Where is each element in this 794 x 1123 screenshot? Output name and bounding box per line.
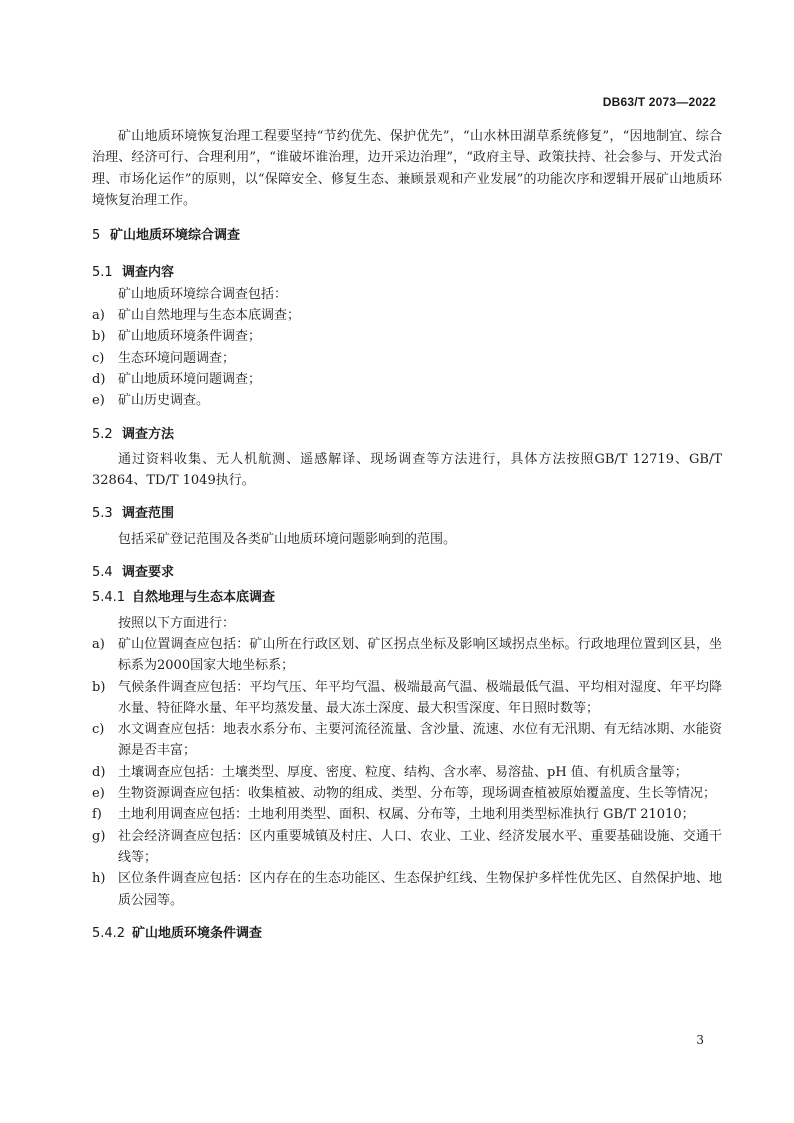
- section-title: 矿山地质环境综合调查: [110, 228, 241, 244]
- document-body: [92, 126, 722, 944]
- section-number: 5.4: [92, 565, 113, 581]
- list-item: [92, 762, 722, 783]
- list-item: [92, 804, 722, 825]
- section-number: 5: [92, 228, 101, 244]
- list-item: [92, 719, 722, 762]
- list-item: [92, 390, 722, 411]
- section-5-4-1-lead: 按照以下方面进行：: [118, 615, 236, 631]
- section-5-heading: [92, 225, 722, 246]
- list-text: 生物资源调查应包括：收集植被、动物的组成、类型、分布等，现场调查植被原始覆盖度、生长等情况；: [118, 786, 717, 802]
- section-5-4-1-heading: [92, 587, 722, 608]
- list-item: [92, 369, 722, 390]
- section-title: 自然地理与生态本底调查: [132, 590, 276, 606]
- page-number: 3: [696, 1033, 704, 1047]
- section-title: 调查范围: [122, 506, 175, 522]
- section-number: 5.3: [92, 506, 113, 522]
- list-marker: e): [92, 393, 105, 409]
- list-item: [92, 783, 722, 804]
- list-marker: c): [92, 722, 105, 738]
- intro-paragraph: 矿山地质环境恢复治理工程要坚持“节约优先、保护优先”，“山水林田湖草系统修复”，“因地制宜、综合治理、经济可行、合理利用”，“谁破坏谁治理，边开采边治理”，“政府主导、政策扶持、社会参与、开发式治理、市场化运作”的原则，以“保障安全、修复生态、兼顾景观和产业发展”的功能次序和逻辑开展矿山地质环境恢复治理工作。: [92, 129, 722, 208]
- list-text: 社会经济调查应包括：区内重要城镇及村庄、人口、农业、工业、经济发展水平、重要基础设施、交通干线等；: [118, 828, 722, 865]
- list-item: [92, 677, 722, 720]
- section-5-2-heading: [92, 424, 722, 445]
- section-number: 5.1: [92, 265, 113, 281]
- standard-code: DB63/T 2073—2022: [602, 95, 716, 109]
- section-number: 5.4.2: [92, 925, 126, 941]
- list-text: 气候条件调查应包括：平均气压、年平均气温、极端最高气温、极端最低气温、平均相对湿度、年平均降水量、特征降水量、年平均蒸发量、最大冻土深度、最大积雪深度、年日照时数等；: [118, 679, 722, 716]
- section-number: 5.2: [92, 426, 113, 442]
- list-text: 区位条件调查应包括：区内存在的生态功能区、生态保护红线、生物保护多样性优先区、自然保护地、地质公园等。: [118, 871, 722, 908]
- section-5-4-2-heading: [92, 923, 722, 944]
- section-5-1-lead: 矿山地质环境综合调查包括：: [118, 286, 288, 302]
- section-title: 调查内容: [122, 265, 175, 281]
- section-5-2-text: 通过资料收集、无人机航测、遥感解译、现场调查等方法进行，具体方法按照GB/T 12719、GB/T 32864、TD/T 1049执行。: [92, 451, 722, 489]
- list-marker: d): [92, 764, 106, 780]
- section-5-3-text: 包括采矿登记范围及各类矿山地质环境问题影响到的范围。: [118, 531, 457, 547]
- list-marker: e): [92, 786, 105, 802]
- list-text: 矿山历史调查。: [118, 393, 210, 409]
- section-5-1-heading: [92, 262, 722, 283]
- list-text: 矿山地质环境条件调查；: [118, 329, 262, 345]
- section-5-4-1-list: [92, 634, 722, 911]
- list-text: 矿山地质环境问题调查；: [118, 371, 262, 387]
- list-marker: b): [92, 679, 106, 695]
- list-text: 生态环境问题调查；: [118, 350, 236, 366]
- section-title: 矿山地质环境条件调查: [132, 925, 263, 941]
- list-text: 土地利用调查应包括：土地利用类型、面积、权属、分布等，土地利用类型标准执行 GB/T 21010；: [118, 807, 695, 823]
- list-marker: c): [92, 350, 105, 366]
- list-marker: a): [92, 308, 105, 324]
- list-item: [92, 868, 722, 911]
- list-text: 土壤调查应包括：土壤类型、厚度、密度、粒度、结构、含水率、易溶盐、pH 值、有机质含量等；: [118, 764, 688, 780]
- list-item: [92, 348, 722, 369]
- section-5-3-heading: [92, 503, 722, 524]
- list-marker: g): [92, 828, 106, 844]
- list-item: [92, 326, 722, 347]
- section-title: 调查要求: [122, 565, 175, 581]
- section-5-1-list: [92, 305, 722, 411]
- section-number: 5.4.1: [92, 590, 126, 606]
- list-item: [92, 634, 722, 677]
- list-text: 水文调查应包括：地表水系分布、主要河流径流量、含沙量、流速、水位有无汛期、有无结冰期、水能资源是否丰富；: [118, 722, 722, 759]
- list-marker: f): [92, 807, 102, 823]
- list-marker: b): [92, 329, 106, 345]
- list-item: [92, 826, 722, 869]
- section-title: 调查方法: [122, 426, 175, 442]
- section-5-4-heading: [92, 562, 722, 583]
- list-marker: h): [92, 871, 106, 887]
- list-marker: a): [92, 636, 105, 652]
- list-text: 矿山自然地理与生态本底调查；: [118, 308, 301, 324]
- list-text: 矿山位置调查应包括：矿山所在行政区划、矿区拐点坐标及影响区域拐点坐标。行政地理位置到区县，坐标系为2000国家大地坐标系；: [118, 636, 722, 674]
- list-marker: d): [92, 371, 106, 387]
- list-item: [92, 305, 722, 326]
